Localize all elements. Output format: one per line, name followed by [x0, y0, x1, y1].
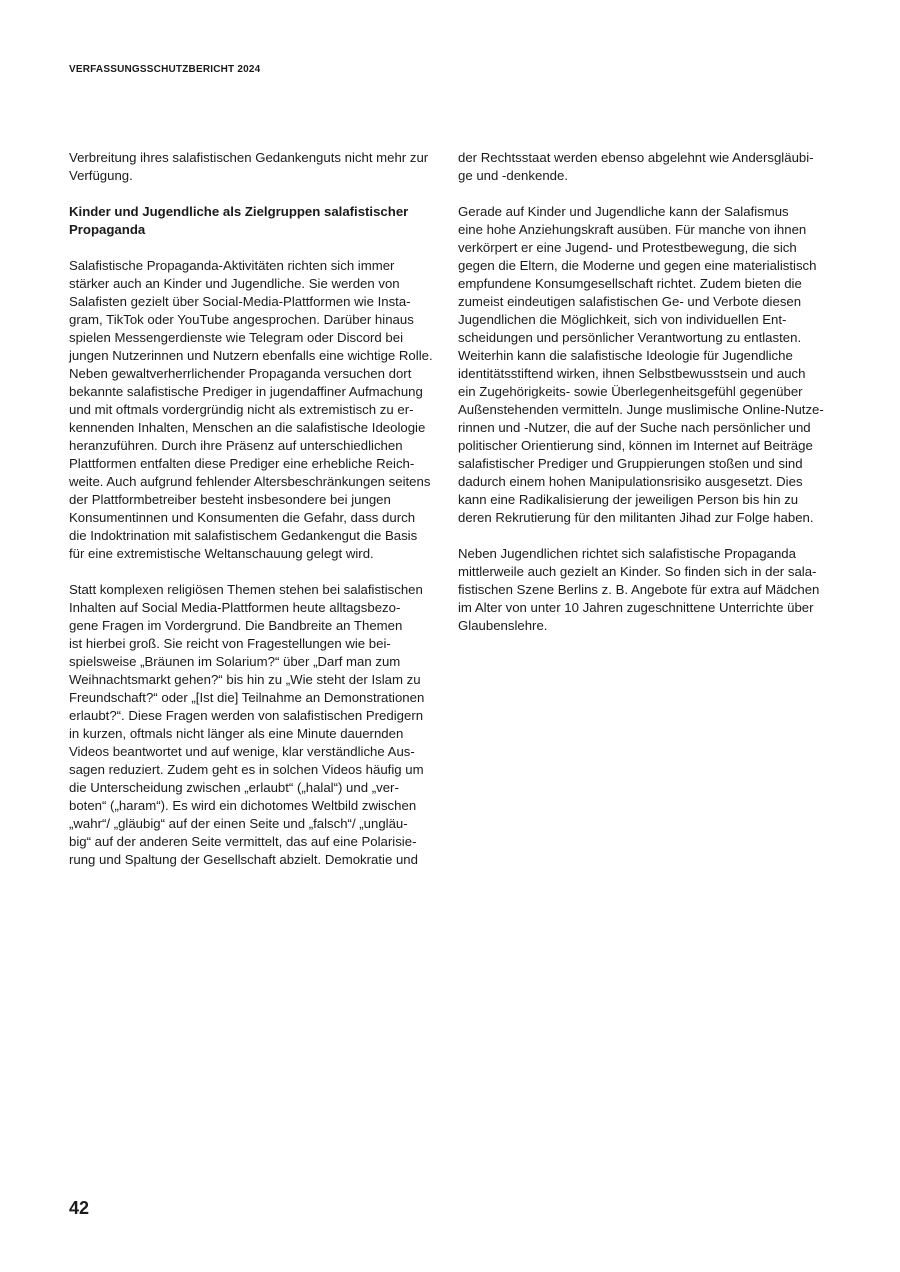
- text-line: gene Fragen im Vordergrund. Die Bandbreite an Themen: [69, 618, 403, 633]
- left-column: [69, 149, 444, 887]
- section-heading: [69, 203, 444, 239]
- text-line: verkörpert er eine Jugend- und Protestbewegung, die sich: [458, 240, 797, 255]
- text-line: die Unterscheidung zwischen „erlaubt“ („halal“) und „ver-: [69, 780, 399, 795]
- text-line: stärker auch an Kinder und Jugendliche. Sie werden von: [69, 276, 400, 291]
- text-line: ist hierbei groß. Sie reicht von Fragestellungen wie bei-: [69, 636, 391, 651]
- paragraph-children: [458, 545, 833, 635]
- text-line: der Plattformbetreiber besteht insbesondere bei jungen: [69, 492, 391, 507]
- text-line: im Alter von unter 10 Jahren zugeschnittene Unterrichte über: [458, 600, 814, 615]
- text-line: sagen reduziert. Zudem geht es in solchen Videos häufig um: [69, 762, 424, 777]
- text-line: Verfügung.: [69, 168, 133, 183]
- text-line: scheidungen und persönlicher Verantwortung zu entlasten.: [458, 330, 802, 345]
- text-line: dadurch einem hohen Manipulationsrisiko ausgesetzt. Dies: [458, 474, 803, 489]
- text-line: in kurzen, oftmals nicht länger als eine Minute dauernden: [69, 726, 404, 741]
- text-line: mittlerweile auch gezielt an Kinder. So finden sich in der sala-: [458, 564, 817, 579]
- text-line: politischer Orientierung sind, können im Internet auf Beiträge: [458, 438, 813, 453]
- text-line: Inhalten auf Social Media-Plattformen heute alltagsbezo-: [69, 600, 401, 615]
- text-line: Jugendlichen die Möglichkeit, sich von individuellen Ent-: [458, 312, 787, 327]
- text-line: eine hohe Anziehungskraft ausüben. Für manche von ihnen: [458, 222, 807, 237]
- text-line: fistischen Szene Berlins z. B. Angebote für extra auf Mädchen: [458, 582, 820, 597]
- text-line: kennenden Inhalten, Menschen an die salafistische Ideologie: [69, 420, 426, 435]
- running-header: VERFASSUNGSSCHUTZBERICHT 2024: [69, 64, 261, 75]
- text-line: gram, TikTok oder YouTube angesprochen. Darüber hinaus: [69, 312, 414, 327]
- text-line: „wahr“/ „gläubig“ auf der einen Seite und „falsch“/ „ungläu-: [69, 816, 408, 831]
- text-line: Salafisten gezielt über Social-Media-Plattformen wie Insta-: [69, 294, 411, 309]
- text-line: ge und -denkende.: [458, 168, 568, 183]
- paragraph-everyday-questions: [69, 581, 444, 869]
- page-number: 42: [69, 1198, 90, 1218]
- text-line: für eine extremistische Weltanschauung gelegt wird.: [69, 546, 374, 561]
- text-line: Konsumentinnen und Konsumenten die Gefahr, dass durch: [69, 510, 416, 525]
- text-line: rung und Spaltung der Gesellschaft abzielt. Demokratie und: [69, 852, 418, 867]
- text-line: Freundschaft?“ oder „[Ist die] Teilnahme an Demonstrationen: [69, 690, 425, 705]
- text-line: salafistischer Prediger und Gruppierungen stoßen und sind: [458, 456, 803, 471]
- text-line: weite. Auch aufgrund fehlender Altersbeschränkungen seitens: [69, 474, 431, 489]
- text-line: spielsweise „Bräunen im Solarium?“ über „Darf man zum: [69, 654, 401, 669]
- text-line: spielen Messengerdienste wie Telegram oder Discord bei: [69, 330, 404, 345]
- text-line: Neben gewaltverherrlichender Propaganda versuchen dort: [69, 366, 412, 381]
- text-line: rinnen und -Nutzer, die auf der Suche nach persönlicher und: [458, 420, 811, 435]
- text-line: heranzuführen. Durch ihre Präsenz auf unterschiedlichen: [69, 438, 403, 453]
- intro-paragraph: [69, 149, 444, 185]
- text-line: Weihnachtsmarkt gehen?“ bis hin zu „Wie steht der Islam zu: [69, 672, 421, 687]
- text-line: Statt komplexen religiösen Themen stehen bei salafistischen: [69, 582, 423, 597]
- text-line: Kinder und Jugendliche als Zielgruppen salafistischer: [69, 204, 409, 219]
- text-line: ein Zugehörigkeits- sowie Überlegenheitsgefühl gegenüber: [458, 384, 803, 399]
- text-line: deren Rekrutierung für den militanten Jihad zur Folge haben.: [458, 510, 814, 525]
- text-line: kann eine Radikalisierung der jeweiligen Person bis hin zu: [458, 492, 799, 507]
- text-line: Videos beantwortet und auf wenige, klar verständliche Aus-: [69, 744, 415, 759]
- text-line: Glaubenslehre.: [458, 618, 548, 633]
- text-line: big“ auf der anderen Seite vermittelt, das auf eine Polarisie-: [69, 834, 417, 849]
- text-line: Propaganda: [69, 222, 146, 237]
- text-line: gegen die Eltern, die Moderne und gegen eine materialistisch: [458, 258, 817, 273]
- text-line: und mit oftmals vordergründig nicht als extremistisch zu er-: [69, 402, 414, 417]
- paragraph-attraction: [458, 203, 833, 527]
- text-line: Weiterhin kann die salafistische Ideologie für Jugendliche: [458, 348, 793, 363]
- text-line: erlaubt?“. Diese Fragen werden von salafistischen Predigern: [69, 708, 424, 723]
- text-line: Plattformen entfalten diese Prediger eine erhebliche Reich-: [69, 456, 415, 471]
- text-line: der Rechtsstaat werden ebenso abgelehnt wie Andersgläubi-: [458, 150, 814, 165]
- right-column: [458, 149, 833, 653]
- paragraph-target-groups: [69, 257, 444, 563]
- text-line: die Indoktrination mit salafistischem Gedankengut die Basis: [69, 528, 418, 543]
- text-line: empfundene Konsumgesellschaft richtet. Zudem bieten die: [458, 276, 802, 291]
- text-line: Salafistische Propaganda-Aktivitäten richten sich immer: [69, 258, 395, 273]
- text-line: zumeist eindeutigen salafistischen Ge- und Verbote diesen: [458, 294, 802, 309]
- text-line: bekannte salafistische Prediger in jugendaffiner Aufmachung: [69, 384, 423, 399]
- text-line: Außenstehenden vermitteln. Junge muslimische Online-Nutze-: [458, 402, 824, 417]
- text-line: Verbreitung ihres salafistischen Gedankenguts nicht mehr zur: [69, 150, 429, 165]
- text-line: boten“ („haram“). Es wird ein dichotomes Weltbild zwischen: [69, 798, 417, 813]
- text-line: Neben Jugendlichen richtet sich salafistische Propaganda: [458, 546, 796, 561]
- text-line: Gerade auf Kinder und Jugendliche kann der Salafismus: [458, 204, 789, 219]
- paragraph-rule-of-law: [458, 149, 833, 185]
- text-line: identitätsstiftend wirken, ihnen Selbstbewusstsein und auch: [458, 366, 806, 381]
- text-line: jungen Nutzerinnen und Nutzern ebenfalls eine wichtige Rolle.: [69, 348, 433, 363]
